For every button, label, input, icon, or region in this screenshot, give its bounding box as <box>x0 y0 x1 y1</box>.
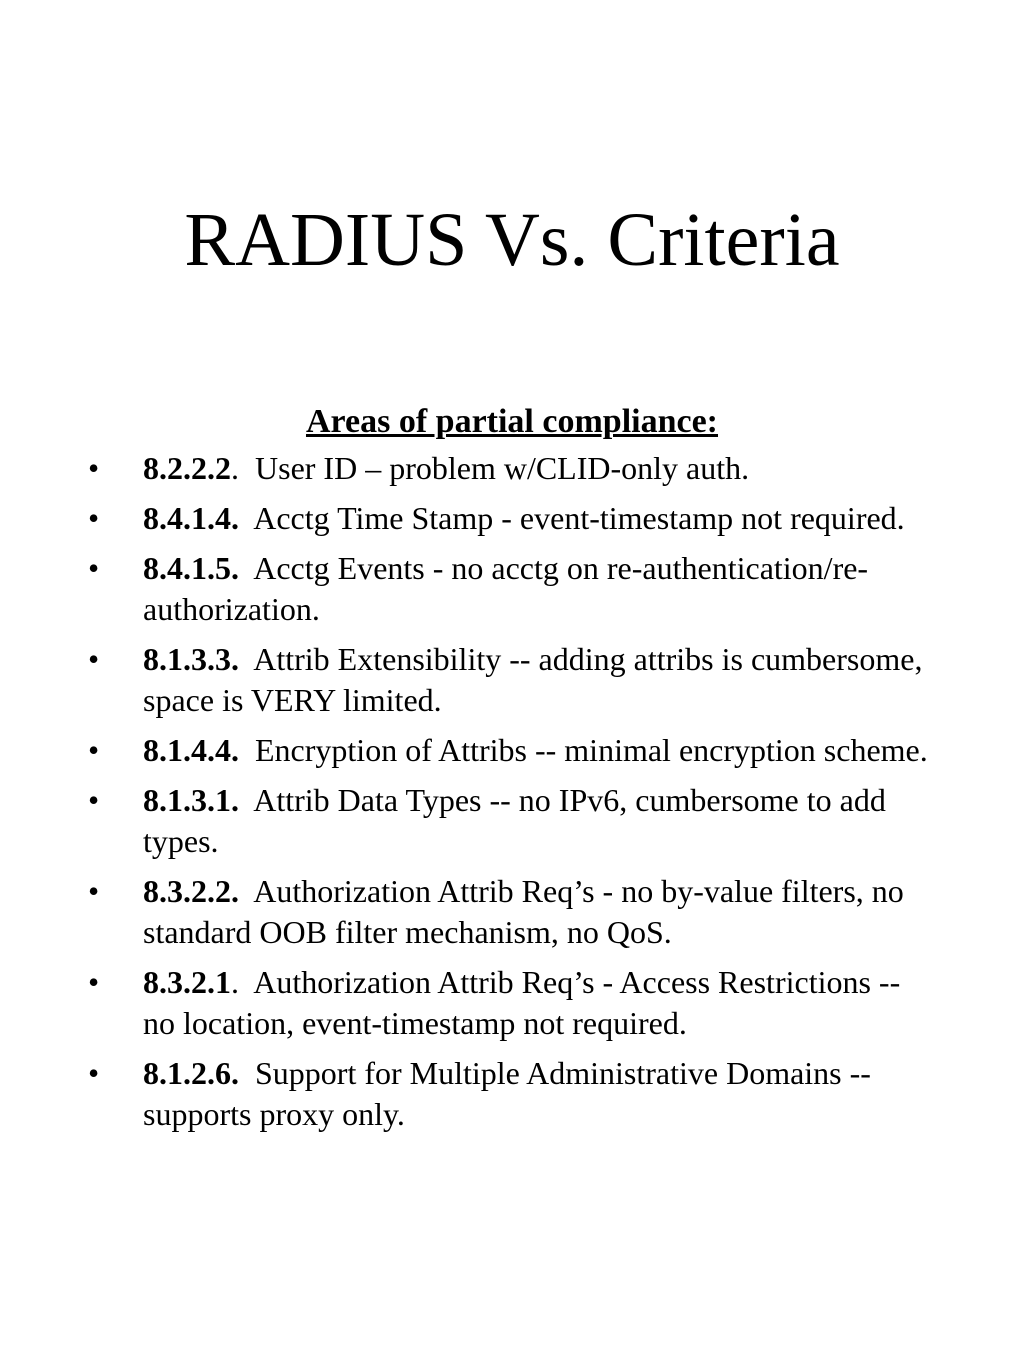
criterion-text: Support for Multiple Administrative Domains -- supports proxy only. <box>143 1055 871 1132</box>
bullet-icon: • <box>88 500 100 536</box>
bullet-item <box>88 1053 938 1135</box>
criterion-text: Authorization Attrib Req’s - Access Restrictions -- no location, event-timestamp not required. <box>143 964 901 1041</box>
bullet-icon: • <box>88 732 100 768</box>
bullet-icon: • <box>88 641 100 677</box>
criterion-code: 8.1.2.6. <box>143 1055 239 1091</box>
criterion-code: 8.1.3.3. <box>143 641 239 677</box>
bullet-item <box>88 962 938 1044</box>
criterion-separator <box>239 550 253 586</box>
criterion-code: 8.4.1.5. <box>143 550 239 586</box>
criterion-separator <box>239 500 253 536</box>
slide-subtitle: Areas of partial compliance: <box>305 403 719 440</box>
criterion-separator <box>239 1055 255 1091</box>
bullet-item <box>88 498 938 539</box>
slide-title: RADIUS Vs. Criteria <box>184 198 840 282</box>
bullet-icon: • <box>88 873 100 909</box>
bullet-icon: • <box>88 550 100 586</box>
bullet-item <box>88 730 938 771</box>
criterion-text: Attrib Data Types -- no IPv6, cumbersome to add types. <box>143 782 886 859</box>
criterion-text: Authorization Attrib Req’s - no by-value filters, no standard OOB filter mechanism, no QoS. <box>143 873 904 950</box>
criterion-separator <box>239 873 253 909</box>
criterion-separator <box>239 732 255 768</box>
bullet-icon: • <box>88 782 100 818</box>
bullet-icon: • <box>88 1055 100 1091</box>
criterion-code: 8.1.3.1. <box>143 782 239 818</box>
bullet-item <box>88 548 938 630</box>
criterion-code: 8.4.1.4. <box>143 500 239 536</box>
criterion-text: Acctg Time Stamp - event-timestamp not required. <box>253 500 905 536</box>
criterion-separator <box>239 782 253 818</box>
criterion-code: 8.3.2.1 <box>143 964 231 1000</box>
bullet-list <box>88 448 938 1144</box>
criterion-text: Acctg Events - no acctg on re-authentication/re-authorization. <box>143 550 869 627</box>
bullet-item <box>88 780 938 862</box>
criterion-separator: . <box>231 450 255 486</box>
bullet-icon: • <box>88 450 100 486</box>
criterion-separator <box>239 641 253 677</box>
bullet-item <box>88 448 938 489</box>
criterion-separator: . <box>231 964 254 1000</box>
criterion-code: 8.1.4.4. <box>143 732 239 768</box>
criterion-text: User ID – problem w/CLID-only auth. <box>255 450 750 486</box>
criterion-code: 8.3.2.2. <box>143 873 239 909</box>
bullet-icon: • <box>88 964 100 1000</box>
criterion-code: 8.2.2.2 <box>143 450 231 486</box>
criterion-text: Encryption of Attribs -- minimal encryption scheme. <box>255 732 928 768</box>
bullet-item <box>88 871 938 953</box>
bullet-item <box>88 639 938 721</box>
criterion-text: Attrib Extensibility -- adding attribs is cumbersome, space is VERY limited. <box>143 641 923 718</box>
